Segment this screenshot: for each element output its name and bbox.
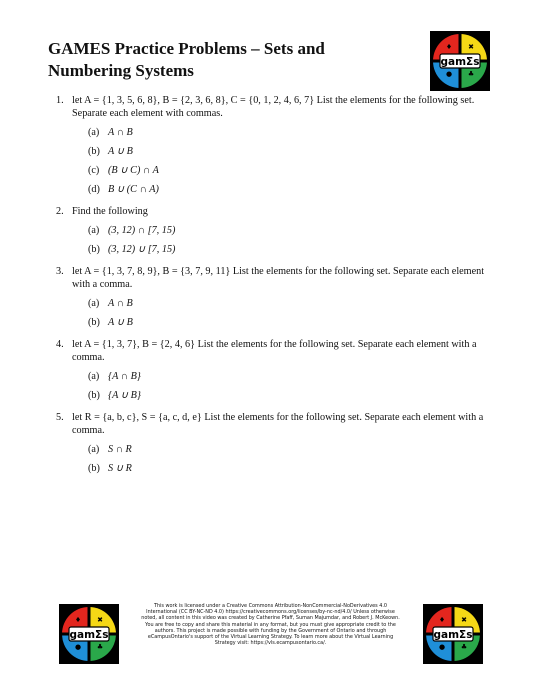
part-label: (b) xyxy=(88,244,100,255)
club-icon: ♣ xyxy=(96,643,104,651)
problem-part xyxy=(88,126,504,139)
license-text: This work is licensed under a Creative Commons Attribution-NonCommercial-NoDerivatives 4.0 International (CC BY-NC-ND 4.0) https://creativecommons.org/licenses/by-nc-nd/4.0/ Unless otherwise noted, all content in this video was created by Catherine Pfaff, Suman Majumdar, and Robert J. McKeown. You are free to copy and share this material in any format, but you must give appropriate credit to the authors. This project is made possible with funding by the Government of Ontario and through eCampusOntario's support of the Virtual Learning Strategy. To learn more about the Virtual Learning Strategy visit: https://vls.ecampusontario.ca/. xyxy=(141,603,400,647)
club-icon: ♣ xyxy=(460,643,468,651)
part-expression: {A ∩ B} xyxy=(108,371,141,382)
part-label: (c) xyxy=(88,165,100,176)
games-logo-footer-left xyxy=(59,604,119,664)
part-expression: A ∪ B xyxy=(108,317,133,328)
problem-parts xyxy=(72,126,504,196)
part-label: (a) xyxy=(88,225,100,236)
problem-part xyxy=(88,183,504,196)
logo-wordmark: gamΣs xyxy=(433,629,473,641)
games-logo xyxy=(430,31,490,91)
problem-4 xyxy=(56,338,504,402)
part-label: (a) xyxy=(88,371,100,382)
part-label: (a) xyxy=(88,127,100,138)
problem-text: let R = {a, b, c}, S = {a, c, d, e} List the elements for the following set. Separate each element with a comma. xyxy=(72,412,484,436)
dot-icon: ● xyxy=(74,643,82,651)
problem-part xyxy=(88,164,504,177)
problem-list xyxy=(56,94,504,484)
problem-part xyxy=(88,443,504,456)
part-expression: (3, 12) ∩ [7, 15) xyxy=(108,225,176,236)
problem-number: 3. xyxy=(56,266,64,277)
problem-text: Find the following xyxy=(72,206,148,217)
part-label: (a) xyxy=(88,298,100,309)
part-expression: S ∩ R xyxy=(108,444,132,455)
part-expression: S ∪ R xyxy=(108,463,132,474)
problem-parts xyxy=(72,297,504,329)
part-label: (a) xyxy=(88,444,100,455)
problem-parts xyxy=(72,224,504,256)
part-expression: (B ∪ C) ∩ A xyxy=(108,165,159,176)
logo-wordmark: gamΣs xyxy=(440,56,480,68)
problem-part xyxy=(88,145,504,158)
dot-icon: ● xyxy=(445,70,453,78)
part-label: (b) xyxy=(88,317,100,328)
club-icon: ♣ xyxy=(467,70,475,78)
page-title: GAMES Practice Problems – Sets and Numbering Systems xyxy=(48,39,325,80)
part-expression: A ∪ B xyxy=(108,146,133,157)
logo-wordmark: gamΣs xyxy=(69,629,109,641)
problem-3 xyxy=(56,265,504,329)
problem-parts xyxy=(72,370,504,402)
part-expression: B ∪ (C ∩ A) xyxy=(108,184,159,195)
part-expression: (3, 12) ∪ [7, 15) xyxy=(108,244,176,255)
problem-text: let A = {1, 3, 5, 6, 8}, B = {2, 3, 6, 8}, C = {0, 1, 2, 4, 6, 7} List the elements for the following set. Separate each element with commas. xyxy=(72,95,475,119)
problem-number: 5. xyxy=(56,412,64,423)
part-label: (d) xyxy=(88,184,100,195)
cross-icon: ✖ xyxy=(468,43,474,51)
diamond-icon: ♦ xyxy=(445,43,453,51)
part-expression: A ∩ B xyxy=(108,298,133,309)
problem-part xyxy=(88,316,504,329)
part-label: (b) xyxy=(88,463,100,474)
diamond-icon: ♦ xyxy=(74,616,82,624)
problem-part xyxy=(88,462,504,475)
dot-icon: ● xyxy=(438,643,446,651)
problem-2 xyxy=(56,205,504,256)
problem-number: 1. xyxy=(56,95,64,106)
problem-part xyxy=(88,297,504,310)
problem-number: 4. xyxy=(56,339,64,350)
problem-text: let A = {1, 3, 7}, B = {2, 4, 6} List the elements for the following set. Separate each element with a comma. xyxy=(72,339,477,363)
problem-parts xyxy=(72,443,504,475)
cross-icon: ✖ xyxy=(97,616,103,624)
problem-1 xyxy=(56,94,504,196)
problem-number: 2. xyxy=(56,206,64,217)
part-expression: {A ∪ B} xyxy=(108,390,141,401)
problem-part xyxy=(88,224,504,237)
games-logo-footer-right xyxy=(423,604,483,664)
part-label: (b) xyxy=(88,390,100,401)
problem-5 xyxy=(56,411,504,475)
part-label: (b) xyxy=(88,146,100,157)
problem-part xyxy=(88,370,504,383)
cross-icon: ✖ xyxy=(461,616,467,624)
diamond-icon: ♦ xyxy=(438,616,446,624)
problem-part xyxy=(88,389,504,402)
part-expression: A ∩ B xyxy=(108,127,133,138)
problem-text: let A = {1, 3, 7, 8, 9}, B = {3, 7, 9, 11} List the elements for the following set. Separate each element with a comma. xyxy=(72,266,485,290)
problem-part xyxy=(88,243,504,256)
